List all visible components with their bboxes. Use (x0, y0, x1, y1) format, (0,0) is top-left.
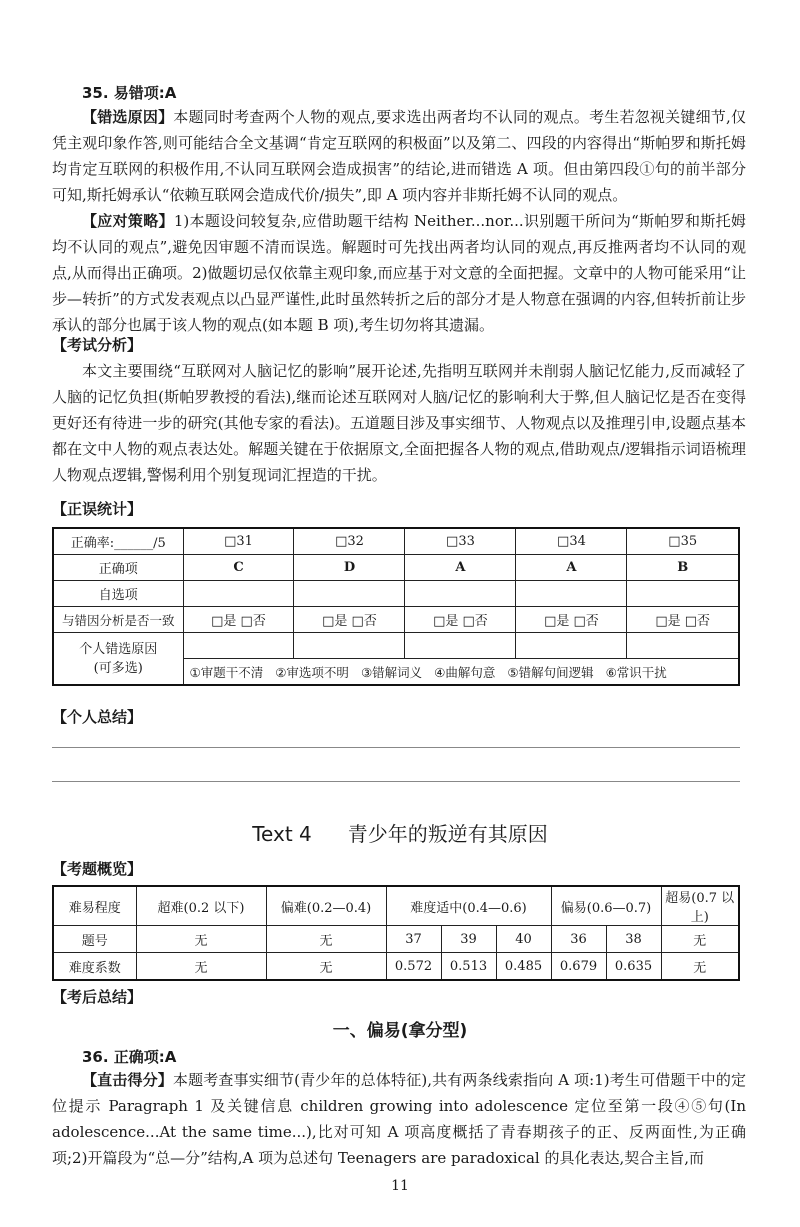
correct-answer: A (516, 555, 627, 581)
correct-answer: D (294, 555, 405, 581)
q36-title: 36. 正确项:A (82, 1048, 177, 1066)
strategy-text: 1)本题设问较复杂,应借助题干结构 Neither...nor...识别题干所问为“斯帕罗和斯托姆均不认同的观点”,避免因审题不清而误选。解题时可先找出两者均认同的观点,再反推两者均不认同的观点,从而得出正确项。2)做题切忌仅依靠主观印象,而应基于对文意的全面把握。文章中的人物可能采用“让步—转折”的方式发表观点以凸显严谨性,此时虽然转折之后的部分才是人物意在强调的内容,但转折前让步承认的部分也属于该人物的观点(如本题 B 项),考生切勿将其遗漏。 (52, 212, 746, 334)
summary-heading: 【个人总结】 (52, 708, 143, 726)
easy-section-heading: 一、偏易(拿分型) (332, 1021, 468, 1041)
table-cell: 36 (551, 926, 606, 953)
q35-strategy (52, 208, 746, 338)
row-label: 正确项 (53, 555, 183, 581)
page-number: 11 (391, 1178, 409, 1194)
table-row (53, 953, 739, 981)
level-header: 难度适中(0.4—0.6) (386, 886, 551, 926)
row-label (53, 633, 183, 686)
table-cell: 0.513 (441, 953, 496, 981)
table-cell: 0.572 (386, 953, 441, 981)
reason-cell[interactable] (183, 633, 294, 659)
reason-cell[interactable] (516, 633, 627, 659)
table-cell: 无 (136, 926, 266, 953)
reason-label-line-2: (可多选) (93, 660, 143, 676)
question-checkbox[interactable]: □31 (183, 528, 294, 555)
table-row (53, 528, 739, 555)
table-cell: 0.485 (496, 953, 551, 981)
accuracy-cell[interactable]: 正确率:______/5 (53, 528, 183, 555)
table-cell: 38 (606, 926, 661, 953)
question-checkbox[interactable]: □32 (294, 528, 405, 555)
row-label: 题号 (53, 926, 136, 953)
q36-label: 【直击得分】 (82, 1071, 173, 1089)
reason-cell[interactable] (294, 633, 405, 659)
reason-cell[interactable] (627, 633, 739, 659)
yes-no-checkbox[interactable]: □是 □否 (405, 607, 516, 633)
yes-no-checkbox[interactable]: □是 □否 (627, 607, 739, 633)
text4-title (0, 818, 800, 847)
table-cell: 40 (496, 926, 551, 953)
reason-option[interactable]: ⑥常识干扰 (605, 664, 667, 680)
reason-option[interactable]: ②审选项不明 (275, 664, 349, 680)
q35-error-reason (52, 104, 746, 208)
chosen-answer-cell[interactable] (405, 581, 516, 607)
reason-option[interactable]: ①审题干不清 (189, 664, 264, 680)
row-label: 自选项 (53, 581, 183, 607)
table-cell: 无 (661, 953, 739, 981)
question-checkbox[interactable]: □35 (627, 528, 739, 555)
level-header: 超易(0.7 以上) (661, 886, 739, 926)
reason-label-line-1: 个人错选原因 (79, 641, 158, 657)
table-row (53, 633, 739, 659)
chosen-answer-cell[interactable] (294, 581, 405, 607)
yes-no-checkbox[interactable]: □是 □否 (516, 607, 627, 633)
correct-answer: C (183, 555, 294, 581)
q35-title: 35. 易错项:A (82, 84, 177, 102)
reason-option[interactable]: ⑤错解句间逻辑 (507, 664, 594, 680)
summary-line[interactable] (52, 781, 740, 782)
overview-heading: 【考题概览】 (52, 860, 143, 878)
q36-analysis (52, 1067, 746, 1171)
error-reason-label: 【错选原因】 (82, 108, 174, 126)
table-cell: 39 (441, 926, 496, 953)
reason-option[interactable]: ④曲解句意 (434, 664, 496, 680)
table-cell: 无 (266, 953, 386, 981)
table-cell: 无 (136, 953, 266, 981)
table-row (53, 607, 739, 633)
row-label: 与错因分析是否一致 (53, 607, 183, 633)
question-checkbox[interactable]: □34 (516, 528, 627, 555)
stats-heading: 【正误统计】 (52, 500, 143, 518)
yes-no-checkbox[interactable]: □是 □否 (294, 607, 405, 633)
table-row (53, 926, 739, 953)
chosen-answer-cell[interactable] (516, 581, 627, 607)
level-header: 超难(0.2 以下) (136, 886, 266, 926)
table-cell: 0.679 (551, 953, 606, 981)
difficulty-table (52, 885, 740, 981)
text4-label: Text 4 (252, 822, 312, 846)
correct-answer: A (405, 555, 516, 581)
table-row (53, 886, 739, 926)
chosen-answer-cell[interactable] (183, 581, 294, 607)
analysis-text: 本文主要围绕“互联网对人脑记忆的影响”展开论述,先指明互联网并未削弱人脑记忆能力,反而减轻了人脑的记忆负担(斯帕罗教授的看法),继而论述互联网对人脑/记忆的影响利大于弊,但人脑记忆是否在变得更好还有待进一步的研究(其他专家的看法)。五道题目涉及事实细节、人物观点以及推理引申,设题点基本都在文中人物的观点表达处。解题关键在于依据原文,全面把握各人物的观点,借助观点/逻辑指示词语梳理人物观点逻辑,警惕利用个别复现词汇捏造的干扰。 (52, 362, 746, 484)
reason-option[interactable]: ③错解词义 (360, 664, 423, 680)
strategy-label: 【应对策略】 (82, 212, 174, 230)
yes-no-checkbox[interactable]: □是 □否 (183, 607, 294, 633)
post-exam-heading: 【考后总结】 (52, 988, 143, 1006)
summary-line[interactable] (52, 747, 740, 748)
table-cell: 无 (661, 926, 739, 953)
table-cell: 无 (266, 926, 386, 953)
reason-options (183, 659, 739, 686)
table-row (53, 581, 739, 607)
stats-table (52, 527, 740, 686)
table-cell: 0.635 (606, 953, 661, 981)
chosen-answer-cell[interactable] (627, 581, 739, 607)
error-reason-text: 本题同时考查两个人物的观点,要求选出两者均不认同的观点。考生若忽视关键细节,仅凭主观印象作答,则可能结合全文基调“肯定互联网的积极面”以及第二、四段的内容得出“斯帕罗和斯托姆均肯定互联网的积极作用,不认同互联网会造成损害”的结论,进而错选 A 项。但由第四段①句的前半部分可知,斯托姆承认“依赖互联网会造成代价/损失”,即 A 项内容并非斯托姆不认同的观点。 (52, 108, 746, 204)
analysis-heading: 【考试分析】 (52, 336, 143, 354)
correct-answer: B (627, 555, 739, 581)
row-label: 难度系数 (53, 953, 136, 981)
level-header: 偏易(0.6—0.7) (551, 886, 661, 926)
q36-text: 本题考查事实细节(青少年的总体特征),共有两条线索指向 A 项:1)考生可借题干中的定位提示 Paragraph 1 及关键信息 children growing into adolescence 定位至第一段④⑤句(In adolescence...At the same time...),比对可知 A 项高度概括了青春期孩子的正、反两面性,为正确项;2)开篇段为“总—分”结构,A 项为总述句 Teenagers are paradoxical 的具化表达,契合主旨,而 (52, 1071, 746, 1167)
row-label: 难易程度 (53, 886, 136, 926)
reason-cell[interactable] (405, 633, 516, 659)
question-checkbox[interactable]: □33 (405, 528, 516, 555)
table-cell: 37 (386, 926, 441, 953)
text4-heading: 青少年的叛逆有其原因 (347, 822, 548, 846)
table-row (53, 555, 739, 581)
level-header: 偏难(0.2—0.4) (266, 886, 386, 926)
